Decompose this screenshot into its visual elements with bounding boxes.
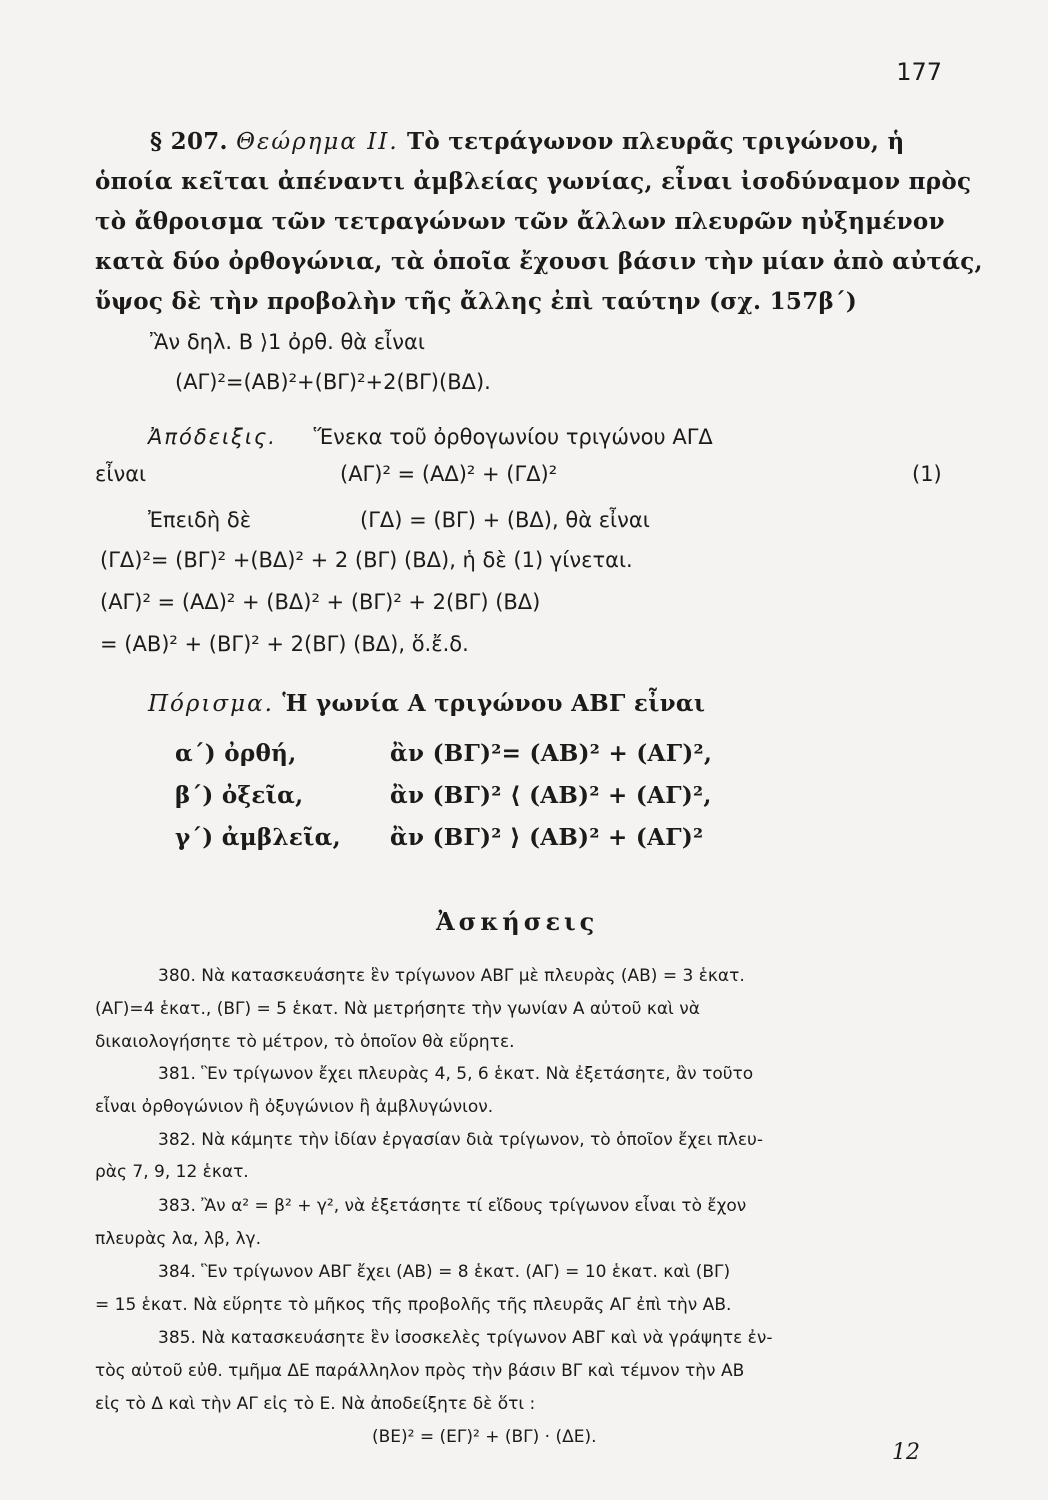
exercise-384-line-1: 384. Ἓν τρίγωνον ΑΒΓ ἔχει (ΑΒ) = 8 ἑκατ. (ΑΓ) = 10 ἑκατ. καὶ (ΒΓ): [158, 1262, 731, 1282]
theorem-line-1: [150, 128, 905, 155]
proof-line-6: = (ΑΒ)² + (ΒΓ)² + 2(ΒΓ) (ΒΔ), ὅ.ἔ.δ.: [100, 632, 469, 656]
corollary-label: Πόρισμα.: [148, 691, 274, 717]
proof-equation-2: (ΓΔ) = (ΒΓ) + (ΒΔ), θὰ εἶναι: [360, 508, 650, 532]
corollary-case-b: β΄) ὀξεῖα,: [175, 782, 304, 809]
equation-number: (1): [912, 462, 942, 486]
corollary-title: Ἡ γωνία Α τριγώνου ΑΒΓ εἶναι: [282, 690, 706, 717]
page-number: 177: [896, 58, 942, 86]
proof-line-4: (ΓΔ)²= (ΒΓ)² +(ΒΔ)² + 2 (ΒΓ) (ΒΔ), ἡ δὲ (1) γίνεται.: [100, 548, 633, 572]
exercise-385-line-1: 385. Νὰ κατασκευάσητε ἓν ἰσοσκελὲς τρίγωνον ΑΒΓ καὶ νὰ γράψητε ἐν-: [158, 1328, 773, 1348]
theorem-line-3: τὸ ἄθροισμα τῶν τετραγώνων τῶν ἄλλων πλευρῶν ηὐξημένον: [95, 208, 945, 235]
exercise-380-line-2: (ΑΓ)=4 ἑκατ., (ΒΓ) = 5 ἑκατ. Νὰ μετρήσητε τὴν γωνίαν Α αὐτοῦ καὶ νὰ: [95, 999, 700, 1019]
corollary-line: [148, 690, 705, 717]
exercise-383-line-2: πλευρὰς λα, λβ, λγ.: [95, 1229, 262, 1249]
signature-mark: 12: [892, 1440, 920, 1465]
proof-prefix-3: Ἐπειδὴ δὲ: [148, 508, 252, 532]
exercise-383-line-1: 383. Ἂν α² = β² + γ², νὰ ἐξετάσητε τί εἴδους τρίγωνον εἶναι τὸ ἔχον: [158, 1196, 747, 1216]
proof-line-1: [148, 425, 713, 449]
hypothesis-equation: (ΑΓ)²=(ΑΒ)²+(ΒΓ)²+2(ΒΓ)(ΒΔ).: [175, 370, 491, 394]
proof-line-5: (ΑΓ)² = (ΑΔ)² + (ΒΔ)² + (ΒΓ)² + 2(ΒΓ) (ΒΔ): [100, 590, 541, 614]
theorem-label: Θεώρημα ΙΙ.: [236, 129, 399, 155]
exercise-381-line-2: εἶναι ὀρθογώνιον ἢ ὀξυγώνιον ἢ ἀμβλυγώνιον.: [95, 1097, 494, 1117]
corollary-case-a: α΄) ὀρθή,: [175, 740, 297, 767]
exercises-heading: Ἀσκήσεις: [436, 907, 599, 936]
exercise-385-line-3: εἰς τὸ Δ καὶ τὴν ΑΓ εἰς τὸ Ε. Νὰ ἀποδείξητε δὲ ὅτι :: [95, 1394, 536, 1414]
exercise-384-line-2: = 15 ἑκατ. Νὰ εὕρητε τὸ μῆκος τῆς προβολῆς τῆς πλευρᾶς ΑΓ ἐπὶ τὴν ΑΒ.: [95, 1295, 732, 1315]
hypothesis-line-1: Ἂν δηλ. Β ⟩1 ὀρθ. θὰ εἶναι: [150, 330, 425, 354]
theorem-text: Τὸ τετράγωνον πλευρᾶς τριγώνου, ἡ: [407, 128, 905, 155]
theorem-line-5: ὕψος δὲ τὴν προβολὴν τῆς ἄλλης ἐπὶ ταύτην (σχ. 157β΄): [95, 288, 858, 315]
corollary-cond-a: ἂν (ΒΓ)²= (ΑΒ)² + (ΑΓ)²,: [390, 740, 713, 767]
exercise-380-line-1: 380. Νὰ κατασκευάσητε ἓν τρίγωνον ΑΒΓ μὲ πλευρὰς (ΑΒ) = 3 ἑκατ.: [158, 966, 745, 986]
exercise-381-line-1: 381. Ἓν τρίγωνον ἔχει πλευρὰς 4, 5, 6 ἑκατ. Νὰ ἐξετάσητε, ἂν τοῦτο: [158, 1064, 754, 1084]
exercise-385-line-2: τὸς αὐτοῦ εὐθ. τμῆμα ΔΕ παράλληλον πρὸς τὴν βάσιν ΒΓ καὶ τέμνον τὴν ΑΒ: [95, 1361, 745, 1381]
proof-equation-1: (ΑΓ)² = (ΑΔ)² + (ΓΔ)²: [340, 462, 558, 486]
corollary-cond-b: ἂν (ΒΓ)² ⟨ (ΑΒ)² + (ΑΓ)²,: [390, 782, 712, 809]
theorem-number: § 207.: [150, 128, 228, 155]
corollary-cond-c: ἂν (ΒΓ)² ⟩ (ΑΒ)² + (ΑΓ)²: [390, 824, 704, 851]
corollary-case-c: γ΄) ἀμβλεῖα,: [175, 824, 341, 851]
proof-prefix-2: εἶναι: [95, 462, 147, 486]
theorem-line-4: κατὰ δύο ὀρθογώνια, τὰ ὁποῖα ἔχουσι βάσιν τὴν μίαν ἀπὸ αὐτάς,: [95, 248, 983, 275]
exercise-382-line-2: ρὰς 7, 9, 12 ἑκατ.: [95, 1162, 249, 1182]
exercise-380-line-3: δικαιολογήσητε τὸ μέτρον, τὸ ὁποῖον θὰ εὕρητε.: [95, 1032, 515, 1052]
exercise-385-equation: (ΒΕ)² = (ΕΓ)² + (ΒΓ) · (ΔΕ).: [372, 1427, 597, 1447]
proof-text-1: Ἕνεκα τοῦ ὀρθογωνίου τριγώνου ΑΓΔ: [313, 425, 713, 449]
exercise-382-line-1: 382. Νὰ κάμητε τὴν ἰδίαν ἐργασίαν διὰ τρίγωνον, τὸ ὁποῖον ἔχει πλευ-: [158, 1130, 764, 1150]
proof-label: Ἀπόδειξις.: [148, 425, 277, 449]
theorem-line-2: ὁποία κεῖται ἀπέναντι ἀμβλείας γωνίας, εἶναι ἰσοδύναμον πρὸς: [95, 168, 972, 195]
